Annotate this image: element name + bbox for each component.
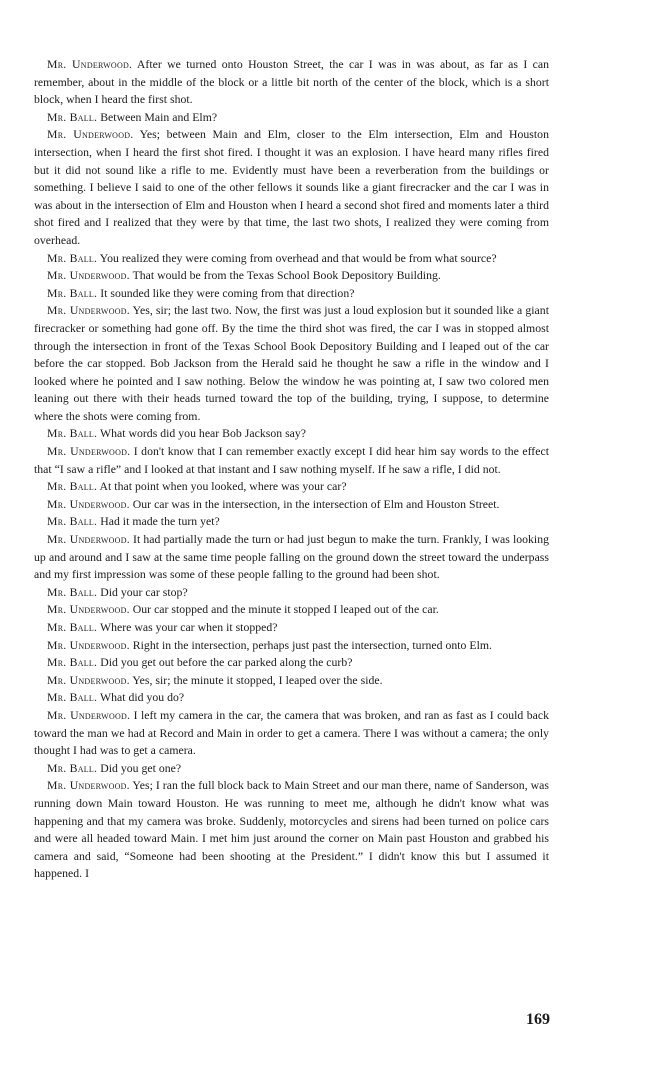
testimony-text: Right in the intersection, perhaps just past the intersection, turned onto Elm. bbox=[132, 638, 493, 652]
testimony-text: Did your car stop? bbox=[100, 585, 188, 599]
testimony-text: You realized they were coming from overhead and that would be from what source? bbox=[99, 251, 497, 265]
speaker-name: Mr. Ball. bbox=[47, 515, 98, 529]
testimony-paragraph bbox=[34, 443, 549, 478]
speaker-name: Mr. Underwood. bbox=[47, 779, 130, 793]
testimony-paragraph bbox=[34, 513, 549, 531]
speaker-name: Mr. Underwood. bbox=[47, 304, 130, 318]
testimony-text: Our car was in the intersection, in the intersection of Elm and Houston Street. bbox=[132, 497, 500, 511]
speaker-name: Mr. Ball. bbox=[47, 427, 98, 441]
speaker-name: Mr. Ball. bbox=[47, 656, 98, 670]
testimony-paragraph bbox=[34, 654, 549, 672]
testimony-text: What words did you hear Bob Jackson say? bbox=[99, 427, 307, 441]
testimony-paragraph bbox=[34, 689, 549, 707]
testimony-text: Between Main and Elm? bbox=[100, 110, 218, 124]
testimony-text: Yes; between Main and Elm, closer to the Elm intersection, Elm and Houston intersection, when I heard the first shot fired. I thought it was an explosion. I have heard many rifles fired but it did not sound like a rifle to me. Evidently must have been a reverberation from the buildings or something. I believe I said to one of the other fellows it sounds like a giant firecracker and the car I was in was about in the intersection of Elm and Houston when I heard a second shot fired and moments later a third shot fired and I realized that they were by that time, the last two shots, I realized they were coming from overhead. bbox=[34, 128, 549, 247]
speaker-name: Mr. Underwood. bbox=[47, 603, 130, 617]
speaker-name: Mr. Ball. bbox=[47, 480, 98, 494]
speaker-name: Mr. Ball. bbox=[47, 251, 98, 265]
speaker-name: Mr. Underwood. bbox=[47, 128, 134, 142]
testimony-paragraph bbox=[34, 267, 549, 285]
testimony-text: It sounded like they were coming from that direction? bbox=[100, 286, 355, 300]
testimony-text: It had partially made the turn or had just begun to make the turn. Frankly, I was looking up and around and I saw at the same time people falling on the ground down the street toward the underpass and my first impression was some of these people falling to the ground had been shot. bbox=[34, 533, 549, 582]
testimony-paragraph bbox=[34, 531, 549, 584]
speaker-name: Mr. Ball. bbox=[47, 621, 98, 634]
speaker-name: Mr. Underwood. bbox=[47, 673, 130, 687]
testimony-text: Did you get out before the car parked along the curb? bbox=[100, 656, 353, 670]
speaker-name: Mr. Ball. bbox=[47, 286, 98, 300]
testimony-text: Yes, sir; the minute it stopped, I leaped over the side. bbox=[132, 673, 383, 687]
speaker-name: Mr. Underwood. bbox=[47, 445, 131, 459]
speaker-name: Mr. Ball. bbox=[47, 585, 98, 599]
testimony-paragraph bbox=[34, 672, 549, 690]
speaker-name: Mr. Underwood. bbox=[47, 638, 130, 652]
testimony-paragraph bbox=[34, 285, 549, 303]
testimony-paragraph bbox=[34, 760, 549, 778]
testimony-text: What did you do? bbox=[99, 691, 185, 705]
testimony-paragraph bbox=[34, 302, 549, 425]
testimony-text: After we turned onto Houston Street, the car I was in was about, as far as I can remember, about in the middle of the block or a little bit north of the center of the block, which is a short block, when I heard the first shot. bbox=[34, 58, 549, 107]
page-number: 169 bbox=[526, 1011, 550, 1028]
testimony-text: I left my camera in the car, the camera that was broken, and ran as fast as I could back toward the man we had at Record and Main in order to get a camera. There I was without a camera; the only thought I had was to get a camera. bbox=[34, 708, 549, 758]
testimony-text: Where was your car when it stopped? bbox=[99, 621, 278, 634]
testimony-paragraph bbox=[34, 126, 549, 249]
testimony-paragraph bbox=[34, 584, 549, 602]
testimony-text: That would be from the Texas School Book Depository Building. bbox=[132, 269, 441, 283]
transcript-body bbox=[34, 56, 549, 883]
speaker-name: Mr. Ball. bbox=[47, 761, 98, 775]
testimony-paragraph bbox=[34, 707, 549, 760]
speaker-name: Mr. Ball. bbox=[47, 110, 98, 124]
testimony-paragraph bbox=[34, 425, 549, 443]
speaker-name: Mr. Ball. bbox=[47, 691, 98, 705]
testimony-text: At that point when you looked, where was your car? bbox=[99, 480, 347, 494]
speaker-name: Mr. Underwood. bbox=[47, 58, 133, 71]
testimony-text: Our car stopped and the minute it stopped I leaped out of the car. bbox=[132, 603, 439, 617]
testimony-text: Yes; I ran the full block back to Main Street and our man there, name of Sanderson, was running down Main toward Houston. He was running to meet me, although he didn't know what was happening and that my camera was broke. Suddenly, motorcycles and sirens had been turned on police cars and were all headed toward Main. I met him just around the corner on Main past Houston and grabbed his camera and said, “Someone had been shooting at the President.” I didn't know this but I assumed it happened. I bbox=[34, 779, 549, 881]
testimony-paragraph bbox=[34, 109, 549, 127]
testimony-text: Had it made the turn yet? bbox=[100, 515, 220, 529]
speaker-name: Mr. Underwood. bbox=[47, 269, 130, 283]
speaker-name: Mr. Underwood. bbox=[47, 533, 130, 547]
testimony-text: Yes, sir; the last two. Now, the first was just a loud explosion but it sounded like a giant firecracker or something had gone off. By the time the third shot was fired, the car I was in stopped almost through the intersection in front of the Texas School Book Depository Building and I leaped out of the car before the car stopped. Bob Jackson from the Herald said he thought he saw a rifle in the window and I looked where he pointed and I saw nothing. Below the window he was pointing at, I saw two colored men leaning out there with their heads turned toward the top of the building, trying, I suppose, to determine where the shots were coming from. bbox=[34, 304, 549, 423]
testimony-paragraph bbox=[34, 496, 549, 514]
testimony-paragraph bbox=[34, 478, 549, 496]
testimony-paragraph bbox=[34, 601, 549, 619]
testimony-text: I don't know that I can remember exactly except I did hear him say words to the effect that “I saw a rifle” and I looked at that instant and I saw nothing myself. If he saw a rifle, I did not. bbox=[34, 445, 549, 476]
speaker-name: Mr. Underwood. bbox=[47, 497, 130, 511]
testimony-paragraph bbox=[34, 777, 549, 883]
testimony-paragraph bbox=[34, 637, 549, 655]
testimony-paragraph bbox=[34, 56, 549, 109]
testimony-paragraph bbox=[34, 250, 549, 268]
testimony-paragraph bbox=[34, 619, 549, 637]
testimony-text: Did you get one? bbox=[100, 761, 182, 775]
speaker-name: Mr. Underwood. bbox=[47, 708, 131, 722]
